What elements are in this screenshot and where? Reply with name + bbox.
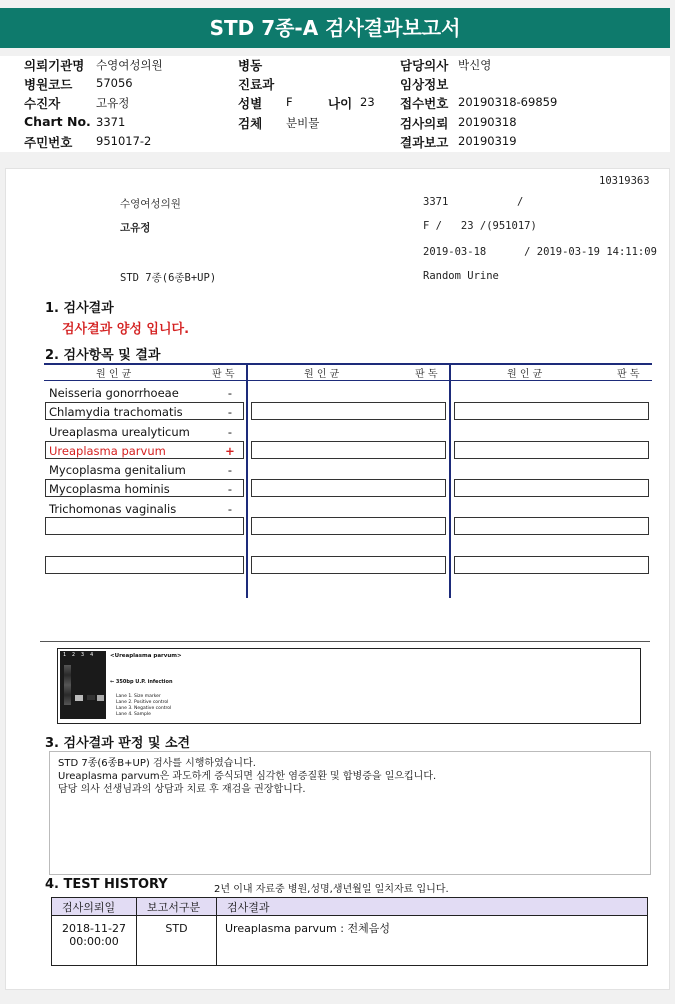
organism-name: Mycoplasma hominis [49, 482, 170, 496]
comment-line: 담당 의사 선생님과의 상담과 치료 후 재검을 권장합니다. [58, 784, 306, 795]
history-table [51, 897, 648, 966]
gel-band [87, 695, 95, 700]
col2-box-2 [251, 441, 446, 459]
gel-legend-3: Lane 3. Negative control [116, 706, 172, 711]
patient-info-panel [0, 56, 670, 152]
col2-box-1 [251, 402, 446, 420]
gel-separator [40, 641, 650, 642]
organism-name: Ureaplasma urealyticum [49, 425, 190, 439]
history-col-type: 보고서구분 [137, 898, 217, 916]
sex-value: F [286, 95, 293, 109]
organism-result: - [227, 502, 233, 516]
organism-name: Chlamydia trachomatis [49, 405, 183, 419]
resident-no-label: 주민번호 [24, 135, 73, 150]
history-type: STD [137, 916, 217, 966]
organism-name-positive: Ureaplasma parvum [49, 444, 166, 458]
col3-box-4 [454, 517, 649, 535]
section-items-heading: 2. 검사항목 및 결과 [45, 348, 161, 363]
col2-box-3 [251, 479, 446, 497]
request-date-value: 20190318 [458, 115, 517, 129]
chart-no-value: 3371 [96, 115, 126, 129]
col-judgement-header-3: 판 독 [617, 369, 640, 380]
col-organism-header-3: 원 인 균 [507, 369, 543, 380]
table-header-rule [44, 380, 652, 381]
col3-box-5 [454, 556, 649, 574]
report-title: STD 7종-A 검사결과보고서 [0, 8, 670, 48]
chart-no-label: Chart No. [24, 114, 91, 129]
gel-caption: <Ureaplasma parvum> [110, 653, 182, 659]
sheet-chart-slash: / [517, 196, 524, 208]
gel-lane-numbers: 1 2 3 4 [63, 652, 94, 658]
ward-label: 병동 [238, 58, 263, 73]
comment-box [49, 751, 651, 875]
positive-result-text: 검사결과 양성 입니다. [62, 322, 190, 337]
organism-result: - [227, 386, 233, 400]
col2-box-5 [251, 556, 446, 574]
table-top-rule [44, 363, 652, 365]
col-judgement-header-1: 판 독 [212, 369, 235, 380]
section-history-heading: 4. TEST HISTORY [45, 877, 168, 892]
organism-result: - [227, 425, 233, 439]
sheet-chart: 3371 [423, 196, 449, 208]
comment-line: STD 7종(6종B+UP) 검사를 시행하였습니다. [58, 758, 256, 769]
column-divider-2 [449, 363, 451, 598]
history-col-date: 검사의뢰일 [52, 898, 137, 916]
gel-marker-lane [64, 665, 71, 705]
age-label: 나이 [328, 96, 353, 111]
row-box-empty-1 [45, 517, 244, 535]
col3-box-3 [454, 479, 649, 497]
sheet-sex-age: F / 23 /(951017) [423, 220, 537, 232]
gel-legend-4: Lane 4. Sample [116, 712, 151, 717]
history-result: Ureaplasma parvum : 전체음성 [217, 916, 648, 966]
gel-band [97, 695, 104, 701]
col3-box-2 [454, 441, 649, 459]
gel-band-label: ← 350bp U.P. infection [110, 679, 173, 685]
column-divider-1 [246, 363, 248, 598]
col-organism-header-2: 원 인 균 [304, 369, 340, 380]
section-result-heading: 1. 검사결과 [45, 301, 114, 316]
document-number: 10319363 [599, 175, 650, 187]
sheet-test-name: STD 7종(6종B+UP) [120, 272, 217, 284]
gel-photo [60, 651, 106, 719]
sheet-clinic: 수영여성의원 [120, 198, 181, 210]
sheet-specimen: Random Urine [423, 270, 499, 282]
receipt-no-value: 20190318-69859 [458, 95, 558, 109]
doctor-value: 박신영 [458, 58, 492, 72]
clinical-info-label: 임상정보 [400, 77, 449, 92]
request-date-label: 검사의뢰 [400, 116, 449, 131]
report-date-label: 결과보고 [400, 135, 449, 150]
specimen-label: 검체 [238, 116, 263, 131]
sex-label: 성별 [238, 96, 263, 111]
gel-legend-2: Lane 2. Positive control [116, 700, 169, 705]
organism-result-positive: + [225, 444, 235, 458]
col3-box-1 [454, 402, 649, 420]
resident-no-value: 951017-2 [96, 134, 152, 148]
sheet-patient: 고유정 [120, 222, 151, 234]
history-row [52, 916, 648, 966]
organism-name: Neisseria gonorrhoeae [49, 386, 179, 400]
comment-line: Ureaplasma parvum은 과도하게 증식되면 심각한 염증질환 및 합병증을 일으킵니다. [58, 771, 437, 782]
sheet-dates: 2019-03-18 / 2019-03-19 14:11:09 [423, 246, 657, 258]
hospital-code-value: 57056 [96, 76, 133, 90]
organism-name: Trichomonas vaginalis [49, 502, 177, 516]
report-date-value: 20190319 [458, 134, 517, 148]
organism-result: - [227, 482, 233, 496]
organism-name: Mycoplasma genitalium [49, 463, 186, 477]
row-box-empty-2 [45, 556, 244, 574]
doctor-label: 담당의사 [400, 58, 449, 73]
organism-result: - [227, 463, 233, 477]
clinic-label: 의뢰기관명 [24, 58, 85, 73]
history-time: 00:00:00 [69, 935, 119, 948]
col2-box-4 [251, 517, 446, 535]
history-date-cell [52, 916, 137, 966]
col-organism-header-1: 원 인 균 [96, 369, 132, 380]
gel-image-panel [57, 648, 641, 724]
dept-label: 진료과 [238, 77, 275, 92]
organism-result: - [227, 405, 233, 419]
history-date: 2018-11-27 [62, 922, 126, 935]
history-note: 2년 이내 자료중 병원,성명,생년월일 일치자료 입니다. [214, 884, 449, 895]
patient-label: 수진자 [24, 96, 61, 111]
specimen-value: 분비물 [286, 116, 320, 130]
col-judgement-header-2: 판 독 [415, 369, 438, 380]
age-value: 23 [360, 95, 375, 109]
clinic-value: 수영여성의원 [96, 58, 163, 72]
section-comment-heading: 3. 검사결과 판정 및 소견 [45, 736, 191, 751]
gel-band [75, 695, 83, 701]
patient-value: 고유정 [96, 96, 130, 110]
hospital-code-label: 병원코드 [24, 77, 73, 92]
gel-legend-1: Lane 1. Size marker [116, 694, 161, 699]
history-col-result: 검사결과 [217, 898, 648, 916]
receipt-no-label: 접수번호 [400, 96, 449, 111]
